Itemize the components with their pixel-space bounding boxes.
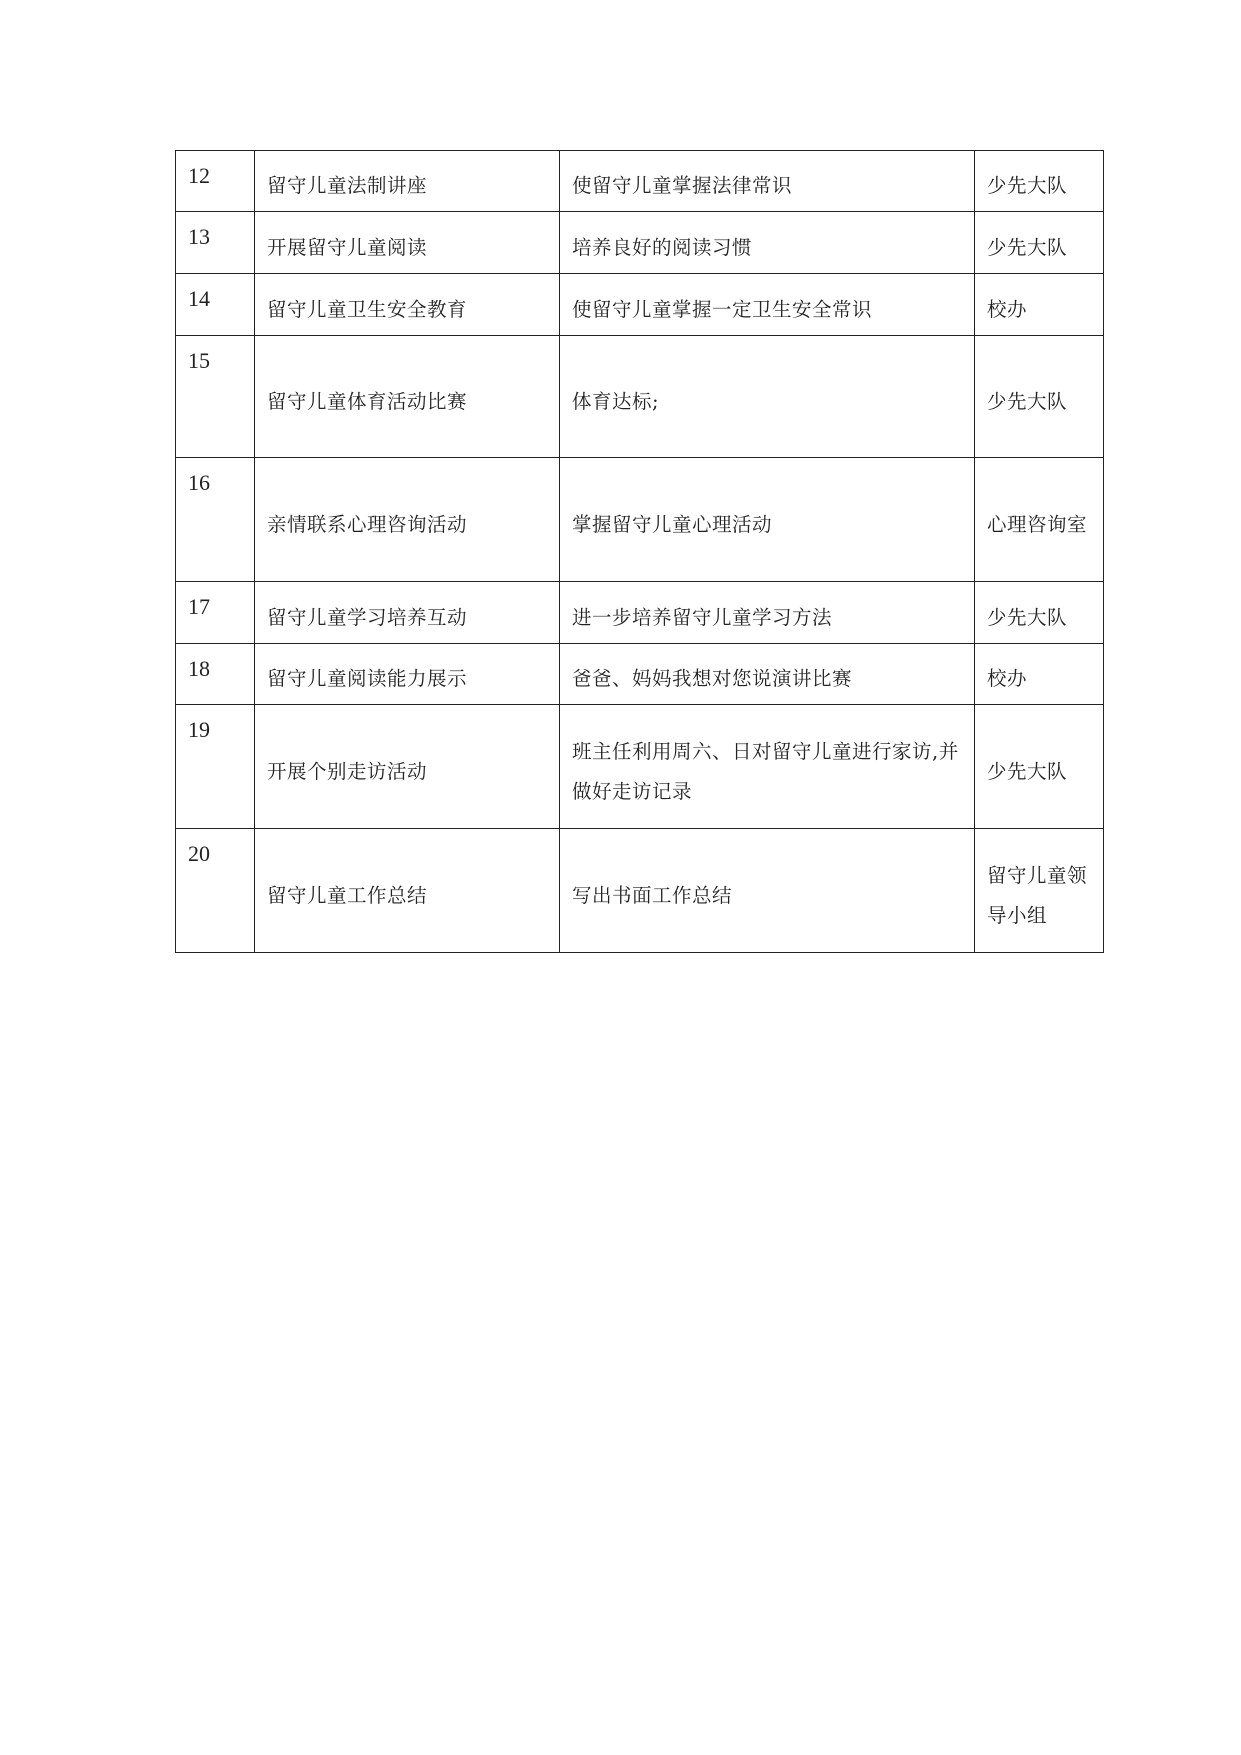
goal-cell [560,705,975,829]
activity-name: 留守儿童卫生安全教育 [267,297,468,321]
row-number: 14 [188,286,210,311]
row-number: 19 [188,717,210,742]
activity-goal: 掌握留守儿童心理活动 [572,512,773,536]
goal-cell [560,336,975,458]
responsible-dept: 心理咨询室 [987,512,1088,536]
activity-goal: 班主任利用周六、日对留守儿童进行家访,并做好走访记录 [572,739,959,803]
row-number: 17 [188,594,210,619]
responsible-dept: 少先大队 [987,235,1068,259]
row-number: 15 [188,348,210,373]
activity-cell [255,644,560,705]
dept-cell [975,151,1104,212]
row-number-cell [176,829,255,953]
activity-cell [255,829,560,953]
dept-cell [975,644,1104,705]
responsible-dept: 留守儿童领导小组 [987,863,1088,927]
activity-goal: 写出书面工作总结 [572,883,733,907]
dept-cell [975,705,1104,829]
activity-cell [255,705,560,829]
dept-cell [975,458,1104,582]
row-number-cell [176,644,255,705]
activity-goal: 使留守儿童掌握法律常识 [572,174,793,197]
table-row [176,212,1104,274]
row-number: 13 [188,224,210,249]
activity-name: 亲情联系心理咨询活动 [267,512,468,536]
activity-name: 留守儿童学习培养互动 [267,605,468,629]
row-number: 12 [188,163,210,188]
table-row [176,458,1104,582]
table-row [176,336,1104,458]
activity-name: 留守儿童工作总结 [267,883,428,907]
row-number: 18 [188,656,210,681]
activity-goal: 培养良好的阅读习惯 [572,235,753,259]
row-number-cell [176,151,255,212]
activity-plan-table [175,150,1104,953]
activity-name: 留守儿童法制讲座 [267,174,428,197]
row-number-cell [176,705,255,829]
row-number-cell [176,336,255,458]
activity-goal: 爸爸、妈妈我想对您说演讲比赛 [572,667,853,690]
activity-cell [255,458,560,582]
dept-cell [975,829,1104,953]
dept-cell [975,336,1104,458]
activity-name: 开展个别走访活动 [267,759,428,783]
table-row [176,705,1104,829]
responsible-dept: 校办 [987,297,1028,321]
responsible-dept: 少先大队 [987,605,1068,629]
responsible-dept: 少先大队 [987,389,1068,413]
row-number-cell [176,582,255,644]
goal-cell [560,644,975,705]
responsible-dept: 少先大队 [987,759,1068,783]
goal-cell [560,829,975,953]
activity-cell [255,151,560,212]
activity-cell [255,212,560,274]
responsible-dept: 少先大队 [987,174,1068,197]
activity-name: 留守儿童体育活动比赛 [267,389,468,413]
dept-cell [975,274,1104,336]
activity-goal: 体育达标; [572,389,660,413]
responsible-dept: 校办 [987,667,1028,690]
goal-cell [560,582,975,644]
goal-cell [560,274,975,336]
table-row [176,151,1104,212]
activity-name: 开展留守儿童阅读 [267,235,428,259]
table-row [176,274,1104,336]
row-number: 16 [188,470,210,495]
goal-cell [560,212,975,274]
activity-cell [255,336,560,458]
dept-cell [975,582,1104,644]
row-number-cell [176,212,255,274]
activity-cell [255,274,560,336]
dept-cell [975,212,1104,274]
row-number-cell [176,458,255,582]
goal-cell [560,458,975,582]
table-row [176,829,1104,953]
row-number-cell [176,274,255,336]
activity-goal: 使留守儿童掌握一定卫生安全常识 [572,297,873,321]
table-row [176,582,1104,644]
activity-goal: 进一步培养留守儿童学习方法 [572,605,833,629]
goal-cell [560,151,975,212]
table-row [176,644,1104,705]
activity-cell [255,582,560,644]
activity-name: 留守儿童阅读能力展示 [267,667,468,690]
row-number: 20 [188,841,210,866]
